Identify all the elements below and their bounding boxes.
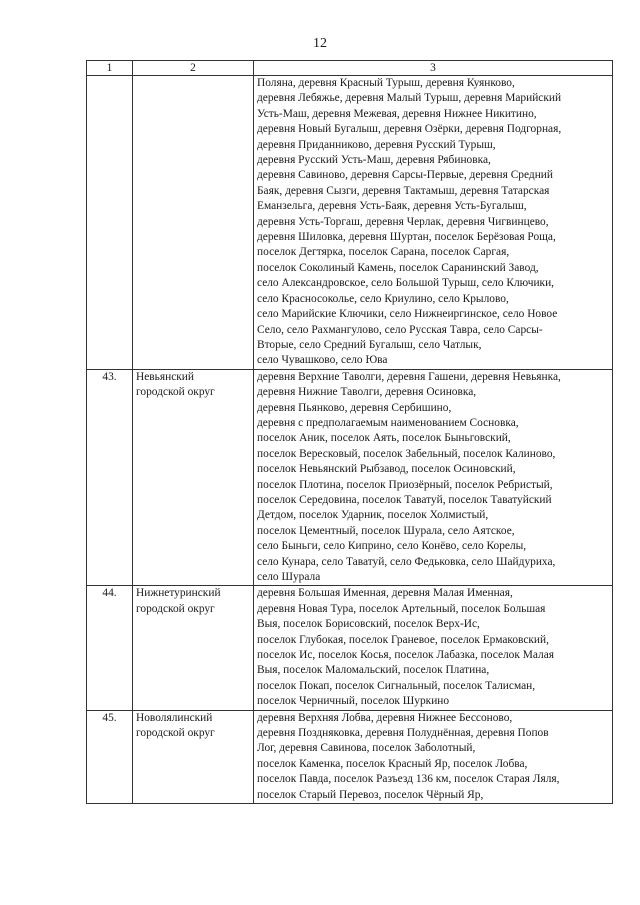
settlements-line: село Кунара, село Таватуй, село Федьковка, село Шайдуриха, [257,555,556,568]
table-row [87,586,613,710]
settlements-line: деревня Шиловка, деревня Шуртан, поселок Берёзовая Роща, [257,231,556,244]
settlements-line: Усть-Маш, деревня Межевая, деревня Нижнее Никитино, [257,107,537,120]
settlements-line: поселок Глубокая, поселок Граневое, поселок Ермаковский, [257,633,549,646]
settlements-line: Выя, поселок Маломальский, поселок Платина, [257,664,490,677]
row-number-cell: 43. [87,369,133,586]
row-number-cell: 45. [87,710,133,803]
settlements-line: деревня Поздняковка, деревня Полуднённая, деревня Попов [257,727,549,740]
settlements-line: поселок Черничный, поселок Шуркино [257,695,450,708]
settlements-line: поселок Каменка, поселок Красный Яр, поселок Лобва, [257,757,528,770]
settlements-line: Еманзельга, деревня Усть-Баяк, деревня Усть-Бугалыш, [257,200,527,213]
settlements-line: Баяк, деревня Сызги, деревня Тактамыш, деревня Татарская [257,184,550,197]
settlements-cell [254,76,613,370]
settlements-line: деревня Приданниково, деревня Русский Турыш, [257,138,496,151]
settlements-line: Детдом, поселок Ударник, поселок Холмистый, [257,509,489,522]
table-header-row [87,61,613,76]
settlements-line: поселок Павда, поселок Разъезд 136 км, поселок Старая Ляля, [257,773,560,786]
settlements-line: поселок Цементный, поселок Шурала, село Аятское, [257,524,515,537]
settlements-line: деревня с предполагаемым наименованием Сосновка, [257,416,519,429]
municipality-name-line: городской округ [136,386,215,399]
settlements-line: Лог, деревня Савинова, поселок Заболотный, [257,742,476,755]
settlements-line: село Красносоколье, село Криулино, село Крылово, [257,292,509,305]
settlements-line: поселок Невьянский Рыбзавод, поселок Осиновский, [257,463,516,476]
settlements-line: село Александровское, село Большой Турыш, село Ключики, [257,277,555,290]
municipality-cell [133,586,254,710]
settlements-line: деревня Большая Именная, деревня Малая Именная, [257,587,513,600]
settlements-line: деревня Нижние Таволги, деревня Осиновка, [257,386,477,399]
table-row [87,76,613,370]
row-number-cell: 44. [87,586,133,710]
municipality-name-line: городской округ [136,602,215,615]
settlements-line: деревня Русский Усть-Маш, деревня Рябиновка, [257,154,491,167]
table-row [87,710,613,803]
settlements-line: деревня Усть-Торгаш, деревня Черлак, деревня Чигвинцево, [257,215,549,228]
settlements-line: село Быньги, село Киприно, село Конёво, село Корелы, [257,540,527,553]
settlements-line: поселок Аник, поселок Аять, поселок Быньговский, [257,432,511,445]
municipality-cell [133,76,254,370]
settlements-line: деревня Верхняя Лобва, деревня Нижнее Бессоново, [257,711,513,724]
settlements-line: село Марийские Ключики, село Нижнеиргинское, село Новое [257,308,558,321]
page-number: 12 [313,36,327,51]
settlements-cell [254,586,613,710]
municipality-cell [133,710,254,803]
settlements-table [86,60,613,804]
settlements-line: Село, село Рахмангулово, село Русская Тавра, село Сарсы- [257,323,543,336]
settlements-line: деревня Пьянково, деревня Сербишино, [257,401,452,414]
settlements-line: Поляна, деревня Красный Турыш, деревня Куянково, [257,77,515,89]
settlements-line: деревня Савиново, деревня Сарсы-Первые, деревня Средний [257,169,553,182]
municipality-name-line: Невьянский [136,370,194,383]
column-header-settlements: 3 [254,61,613,76]
settlements-line: поселок Середовина, поселок Таватуй, поселок Таватуйский [257,493,552,506]
settlements-line: поселок Плотина, поселок Приозёрный, поселок Ребристый, [257,478,553,491]
settlements-line: село Шурала [257,571,321,583]
column-header-number: 1 [87,61,133,76]
settlements-line: деревня Верхние Таволги, деревня Гашени, деревня Невьянка, [257,370,561,383]
municipality-name-line: Новолялинский [136,711,213,724]
settlements-line: поселок Вересковый, поселок Забельный, поселок Калиново, [257,447,556,460]
settlements-cell [254,710,613,803]
settlements-line: поселок Покап, поселок Сигнальный, поселок Талисман, [257,679,536,692]
column-header-municipality: 2 [133,61,254,76]
settlements-line: Вторые, село Средний Бугалыш, село Чатлык, [257,338,482,351]
row-number-cell [87,76,133,370]
settlements-line: Выя, поселок Борисовский, поселок Верх-Ис, [257,618,480,631]
settlements-line: деревня Лебяжье, деревня Малый Турыш, деревня Марийский [257,92,562,105]
settlements-line: поселок Дегтярка, поселок Сарана, поселок Саргая, [257,246,510,259]
settlements-line: поселок Соколиный Камень, поселок Саранинский Завод, [257,261,539,274]
municipality-name-line: городской округ [136,727,215,740]
settlements-line: деревня Новая Тура, поселок Артельный, поселок Большая [257,602,546,615]
municipality-cell [133,369,254,586]
settlements-line: поселок Ис, поселок Косья, поселок Лабазка, поселок Малая [257,649,555,662]
settlements-line: поселок Старый Перевоз, поселок Чёрный Яр, [257,788,484,801]
settlements-line: деревня Новый Бугалыш, деревня Озёрки, деревня Подгорная, [257,123,562,136]
municipality-name-line: Нижнетуринский [136,587,221,600]
settlements-cell [254,369,613,586]
table-row [87,369,613,586]
settlements-line: село Чувашково, село Юва [257,354,388,367]
